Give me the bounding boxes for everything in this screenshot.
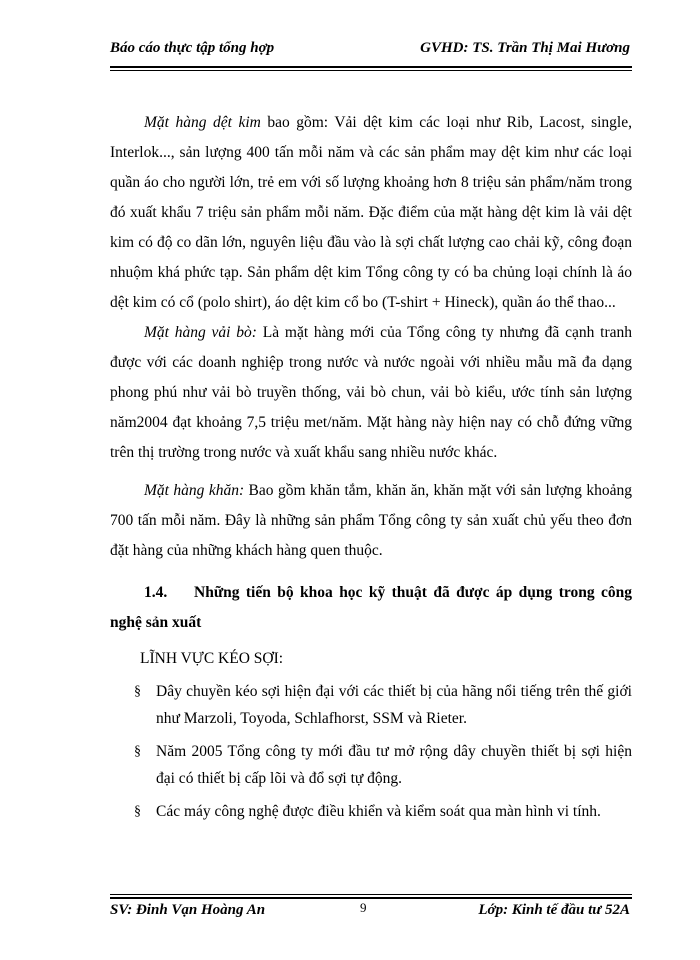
section-heading xyxy=(110,578,632,638)
paragraph-text: Bao gồm khăn tắm, khăn ăn, khăn mặt với sản lượng khoảng 700 tấn mỗi năm. Đây là những sản phẩm Tổng công ty sản xuất chủ yếu theo đơn đặt hàng của những khách hàng quen thuộc. xyxy=(110,482,632,559)
bullet-marker: § xyxy=(134,804,141,819)
header-supervisor: GVHD: TS. Trần Thị Mai Hương xyxy=(420,40,630,56)
paragraph-text: Là mặt hàng mới của Tổng công ty nhưng đã cạnh tranh được với các doanh nghiệp trong nước và nước ngoài với nhiều mẫu mã đa dạng phong phú như vải bò truyền thống, vải bò chun, vải bò kiểu, ước tính sản lượng năm2004 đạt khoảng 7,5 triệu met/năm. Mặt hàng này hiện nay có chỗ đứng vững trên thị trường trong nước và xuất khẩu sang nhiều nước khác. xyxy=(110,324,632,461)
section-number: 1.4. xyxy=(144,584,168,601)
subheading-spinning: LĨNH VỰC KÉO SỢI: xyxy=(140,650,284,667)
footer-class: Lớp: Kinh tế đầu tư 52A xyxy=(478,902,630,918)
list-item xyxy=(110,798,632,825)
header-rule-thick xyxy=(110,66,632,68)
paragraph-denim xyxy=(110,318,632,468)
list-item xyxy=(110,678,632,732)
paragraph-lead: Mặt hàng dệt kim xyxy=(144,114,261,131)
footer-rule-thick xyxy=(110,897,632,899)
paragraph-towels xyxy=(110,476,632,566)
paragraph-lead: Mặt hàng vải bò: xyxy=(144,324,257,341)
bullet-list xyxy=(110,678,632,825)
bullet-text: Các máy công nghệ được điều khiển và kiểm soát qua màn hình vi tính. xyxy=(156,803,601,820)
page-header xyxy=(110,40,630,64)
page-footer xyxy=(110,900,630,924)
bullet-text: Năm 2005 Tổng công ty mới đầu tư mở rộng dây chuyền thiết bị sợi hiện đại có thiết bị cấp lõi và đổ sợi tự động. xyxy=(156,743,632,787)
paragraph-lead: Mặt hàng khăn: xyxy=(144,482,245,499)
paragraph-text: bao gồm: Vải dệt kim các loại như Rib, Lacost, single, Interlok..., sản lượng 400 tấn mỗi năm và các sản phẩm may dệt kim như các loại quần áo cho người lớn, trẻ em với số lượng khoảng hơn 8 triệu sản phẩm/năm trong đó xuất khẩu 7 triệu sản phẩm mỗi năm. Đặc điểm của mặt hàng dệt kim là vải dệt kim có độ co dãn lớn, nguyên liệu đầu vào là sợi chất lượng cao chải kỹ, công đoạn nhuộm khá phức tạp. Sản phẩm dệt kim Tổng công ty có ba chủng loại chính là áo dệt kim có cổ (polo shirt), áo dệt kim cổ bo (T-shirt + Hineck), quần áo thể thao... xyxy=(110,114,632,311)
paragraph-knitwear xyxy=(110,108,632,318)
footer-rule-thin xyxy=(110,894,632,895)
header-report-title: Báo cáo thực tập tổng hợp xyxy=(110,40,275,56)
bullet-marker: § xyxy=(134,684,141,699)
list-item xyxy=(110,738,632,792)
page-number: 9 xyxy=(360,900,367,915)
footer-student: SV: Đinh Vạn Hoàng An xyxy=(110,902,266,918)
bullet-marker: § xyxy=(134,744,141,759)
section-title: Những tiến bộ khoa học kỹ thuật đã được áp dụng trong công nghệ sản xuất xyxy=(110,584,632,631)
header-rule-thin xyxy=(110,70,632,71)
page-body xyxy=(110,108,632,831)
bullet-text: Dây chuyền kéo sợi hiện đại với các thiết bị của hãng nổi tiếng trên thế giới như Marzoli, Toyoda, Schlafhorst, SSM và Rieter. xyxy=(156,683,632,727)
